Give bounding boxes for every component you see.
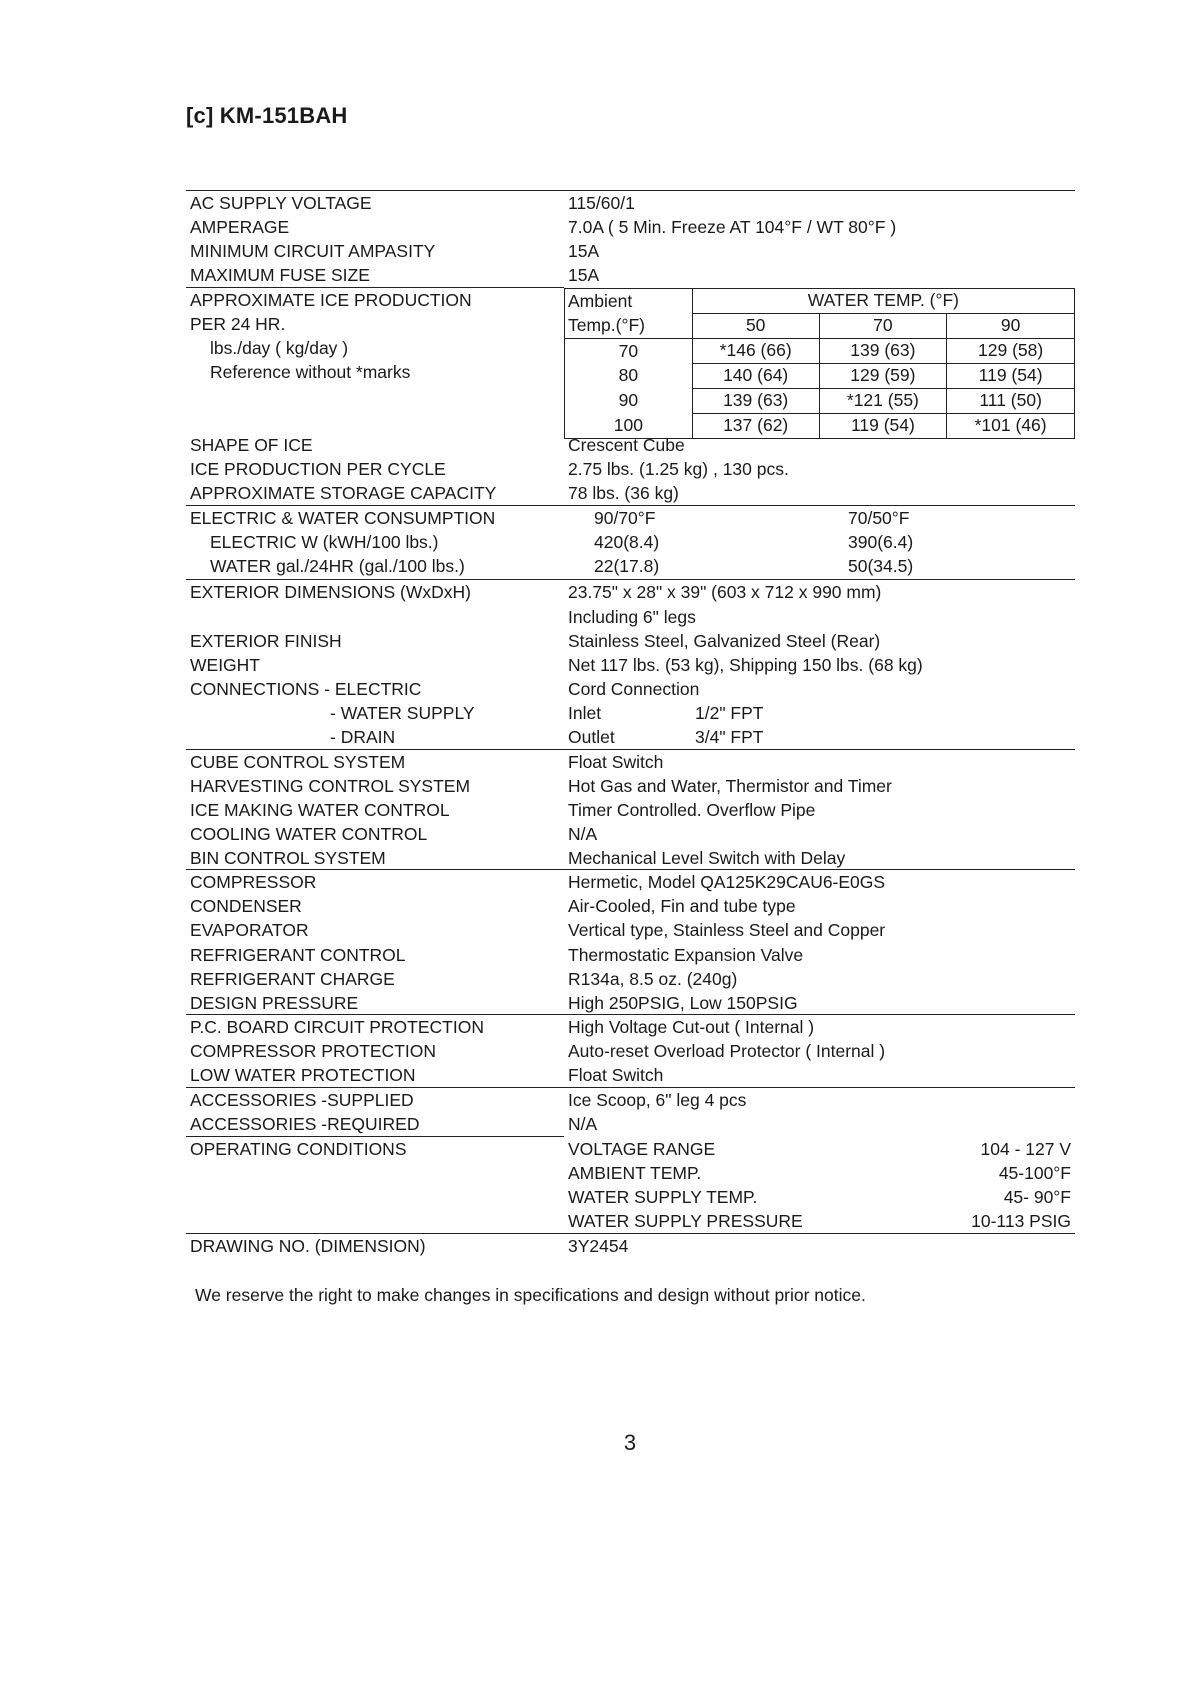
- ref-control-label: REFRIGERANT CONTROL: [190, 945, 406, 965]
- max-fuse-value: 15A: [568, 265, 600, 285]
- max-fuse-label: MAXIMUM FUSE SIZE: [190, 265, 370, 285]
- rule-accessories: [186, 1087, 1075, 1088]
- water-temp-header: WATER TEMP. (°F): [692, 289, 1074, 314]
- table-cell: 129 (59): [819, 364, 947, 389]
- operating-key: VOLTAGE RANGE: [568, 1139, 716, 1159]
- electric-label: ELECTRIC W (kWH/100 lbs.): [210, 532, 439, 552]
- table-row: [565, 364, 1075, 389]
- rule-ice-production: [186, 287, 564, 288]
- table-row: [565, 389, 1075, 414]
- dimensions-label: EXTERIOR DIMENSIONS (WxDxH): [190, 582, 471, 602]
- drawing-value: 3Y2454: [568, 1236, 629, 1256]
- ice-production-table: [564, 288, 1075, 439]
- condenser-label: CONDENSER: [190, 896, 302, 916]
- low-water-value: Float Switch: [568, 1065, 664, 1085]
- rule-pc-board: [186, 1014, 1075, 1015]
- table-cell: 129 (58): [947, 339, 1075, 364]
- consumption-label: ELECTRIC & WATER CONSUMPTION: [190, 508, 496, 528]
- ice-production-label-2: PER 24 HR.: [190, 314, 286, 334]
- cooling-water-value: N/A: [568, 824, 598, 844]
- table-cell: 119 (54): [819, 414, 947, 439]
- table-cell: *121 (55): [819, 389, 947, 414]
- compressor-label: COMPRESSOR: [190, 872, 317, 892]
- pc-board-label: P.C. BOARD CIRCUIT PROTECTION: [190, 1017, 484, 1037]
- design-pressure-value: High 250PSIG, Low 150PSIG: [568, 993, 798, 1013]
- acc-required-label: ACCESSORIES -REQUIRED: [190, 1114, 420, 1134]
- operating-key: WATER SUPPLY TEMP.: [568, 1187, 758, 1207]
- bin-control-value: Mechanical Level Switch with Delay: [568, 848, 846, 868]
- cube-control-label: CUBE CONTROL SYSTEM: [190, 752, 406, 772]
- comp-protection-label: COMPRESSOR PROTECTION: [190, 1041, 436, 1061]
- storage-value: 78 lbs. (36 kg): [568, 483, 679, 503]
- footer-note: We reserve the right to make changes in specifications and design without prior notice.: [195, 1285, 866, 1305]
- dimensions-value: 23.75" x 28" x 39" (603 x 712 x 990 mm): [568, 582, 882, 602]
- page-title: [c] KM-151BAH: [186, 103, 348, 128]
- page-number: 3: [623, 1430, 637, 1455]
- low-water-label: LOW WATER PROTECTION: [190, 1065, 416, 1085]
- comp-protection-value: Auto-reset Overload Protector ( Internal ): [568, 1041, 886, 1061]
- ice-making-water-label: ICE MAKING WATER CONTROL: [190, 800, 450, 820]
- cooling-water-label: COOLING WATER CONTROL: [190, 824, 428, 844]
- ice-production-units: lbs./day ( kg/day ): [210, 338, 349, 358]
- design-pressure-label: DESIGN PRESSURE: [190, 993, 359, 1013]
- ambient-value: 70: [565, 339, 693, 364]
- table-cell: 119 (54): [947, 364, 1075, 389]
- water-value-1: 22(17.8): [594, 556, 660, 576]
- operating-value: 45-100°F: [998, 1163, 1071, 1183]
- compressor-value: Hermetic, Model QA125K29CAU6-E0GS: [568, 872, 886, 892]
- finish-value: Stainless Steel, Galvanized Steel (Rear): [568, 631, 881, 651]
- electric-value-2: 390(6.4): [848, 532, 914, 552]
- drawing-label: DRAWING NO. (DIMENSION): [190, 1236, 426, 1256]
- water-label: WATER gal./24HR (gal./100 lbs.): [210, 556, 465, 576]
- table-row: [565, 339, 1075, 364]
- rule-operating: [186, 1136, 564, 1137]
- drain-value: 3/4" FPT: [695, 727, 764, 747]
- harvesting-value: Hot Gas and Water, Thermistor and Timer: [568, 776, 892, 796]
- water-temp-90: 90: [947, 314, 1075, 339]
- operating-label: OPERATING CONDITIONS: [190, 1139, 407, 1159]
- rule-cube-control: [186, 749, 1075, 750]
- per-cycle-label: ICE PRODUCTION PER CYCLE: [190, 459, 446, 479]
- harvesting-label: HARVESTING CONTROL SYSTEM: [190, 776, 471, 796]
- ref-charge-label: REFRIGERANT CHARGE: [190, 969, 395, 989]
- min-circuit-label: MINIMUM CIRCUIT AMPASITY: [190, 241, 436, 261]
- ambient-header: Ambient: [565, 289, 693, 314]
- operating-key: AMBIENT TEMP.: [568, 1163, 702, 1183]
- table-cell: 111 (50): [947, 389, 1075, 414]
- ambient-value: 80: [565, 364, 693, 389]
- cube-control-value: Float Switch: [568, 752, 664, 772]
- water-supply-value: 1/2" FPT: [695, 703, 764, 723]
- drain-key: Outlet: [568, 727, 615, 747]
- acc-required-value: N/A: [568, 1114, 598, 1134]
- rule-compressor: [186, 869, 1075, 870]
- condenser-value: Air-Cooled, Fin and tube type: [568, 896, 796, 916]
- connections-label: CONNECTIONS - ELECTRIC: [190, 679, 422, 699]
- water-value-2: 50(34.5): [848, 556, 914, 576]
- ice-making-water-value: Timer Controlled. Overflow Pipe: [568, 800, 816, 820]
- ambient-header-unit: Temp.(°F): [565, 314, 693, 339]
- ambient-value: 90: [565, 389, 693, 414]
- consumption-col-1: 90/70°F: [594, 508, 656, 528]
- weight-label: WEIGHT: [190, 655, 260, 675]
- acc-supplied-value: Ice Scoop, 6" leg 4 pcs: [568, 1090, 747, 1110]
- amperage-value: 7.0A ( 5 Min. Freeze AT 104°F / WT 80°F ): [568, 217, 897, 237]
- rule-drawing: [186, 1233, 1075, 1234]
- per-cycle-value: 2.75 lbs. (1.25 kg) , 130 pcs.: [568, 459, 789, 479]
- rule-dimensions: [186, 579, 1075, 580]
- shape-value: Crescent Cube: [568, 435, 685, 455]
- table-cell: 140 (64): [692, 364, 819, 389]
- ac-supply-voltage-value: 115/60/1: [568, 193, 635, 213]
- storage-label: APPROXIMATE STORAGE CAPACITY: [190, 483, 497, 503]
- shape-label: SHAPE OF ICE: [190, 435, 313, 455]
- table-cell: 139 (63): [819, 339, 947, 364]
- water-supply-key: Inlet: [568, 703, 602, 723]
- ambient-value: 100: [565, 414, 693, 439]
- ref-charge-value: R134a, 8.5 oz. (240g): [568, 969, 738, 989]
- ice-production-label: APPROXIMATE ICE PRODUCTION: [190, 290, 472, 310]
- ref-control-value: Thermostatic Expansion Valve: [568, 945, 804, 965]
- finish-label: EXTERIOR FINISH: [190, 631, 342, 651]
- ice-production-reference: Reference without *marks: [210, 362, 411, 382]
- min-circuit-value: 15A: [568, 241, 600, 261]
- dimensions-value-2: Including 6" legs: [568, 607, 696, 627]
- table-cell: *101 (46): [947, 414, 1075, 439]
- ac-supply-voltage-label: AC SUPPLY VOLTAGE: [190, 193, 372, 213]
- operating-value: 10-113 PSIG: [971, 1211, 1071, 1231]
- operating-value: 45- 90°F: [1003, 1187, 1071, 1207]
- operating-key: WATER SUPPLY PRESSURE: [568, 1211, 803, 1231]
- rule-consumption: [186, 505, 1075, 506]
- pc-board-value: High Voltage Cut-out ( Internal ): [568, 1017, 815, 1037]
- drain-label: - DRAIN: [330, 727, 396, 747]
- table-cell: 139 (63): [692, 389, 819, 414]
- water-temp-70: 70: [819, 314, 947, 339]
- operating-value: 104 - 127 V: [980, 1139, 1071, 1159]
- consumption-col-2: 70/50°F: [848, 508, 910, 528]
- bin-control-label: BIN CONTROL SYSTEM: [190, 848, 386, 868]
- connections-value: Cord Connection: [568, 679, 700, 699]
- weight-value: Net 117 lbs. (53 kg), Shipping 150 lbs. (68 kg): [568, 655, 923, 675]
- table-cell: 137 (62): [692, 414, 819, 439]
- evaporator-label: EVAPORATOR: [190, 920, 309, 940]
- water-temp-50: 50: [692, 314, 819, 339]
- electric-value-1: 420(8.4): [594, 532, 660, 552]
- table-cell: *146 (66): [692, 339, 819, 364]
- evaporator-value: Vertical type, Stainless Steel and Copper: [568, 920, 886, 940]
- water-supply-label: - WATER SUPPLY: [330, 703, 475, 723]
- rule-top: [186, 190, 1075, 191]
- acc-supplied-label: ACCESSORIES -SUPPLIED: [190, 1090, 414, 1110]
- amperage-label: AMPERAGE: [190, 217, 290, 237]
